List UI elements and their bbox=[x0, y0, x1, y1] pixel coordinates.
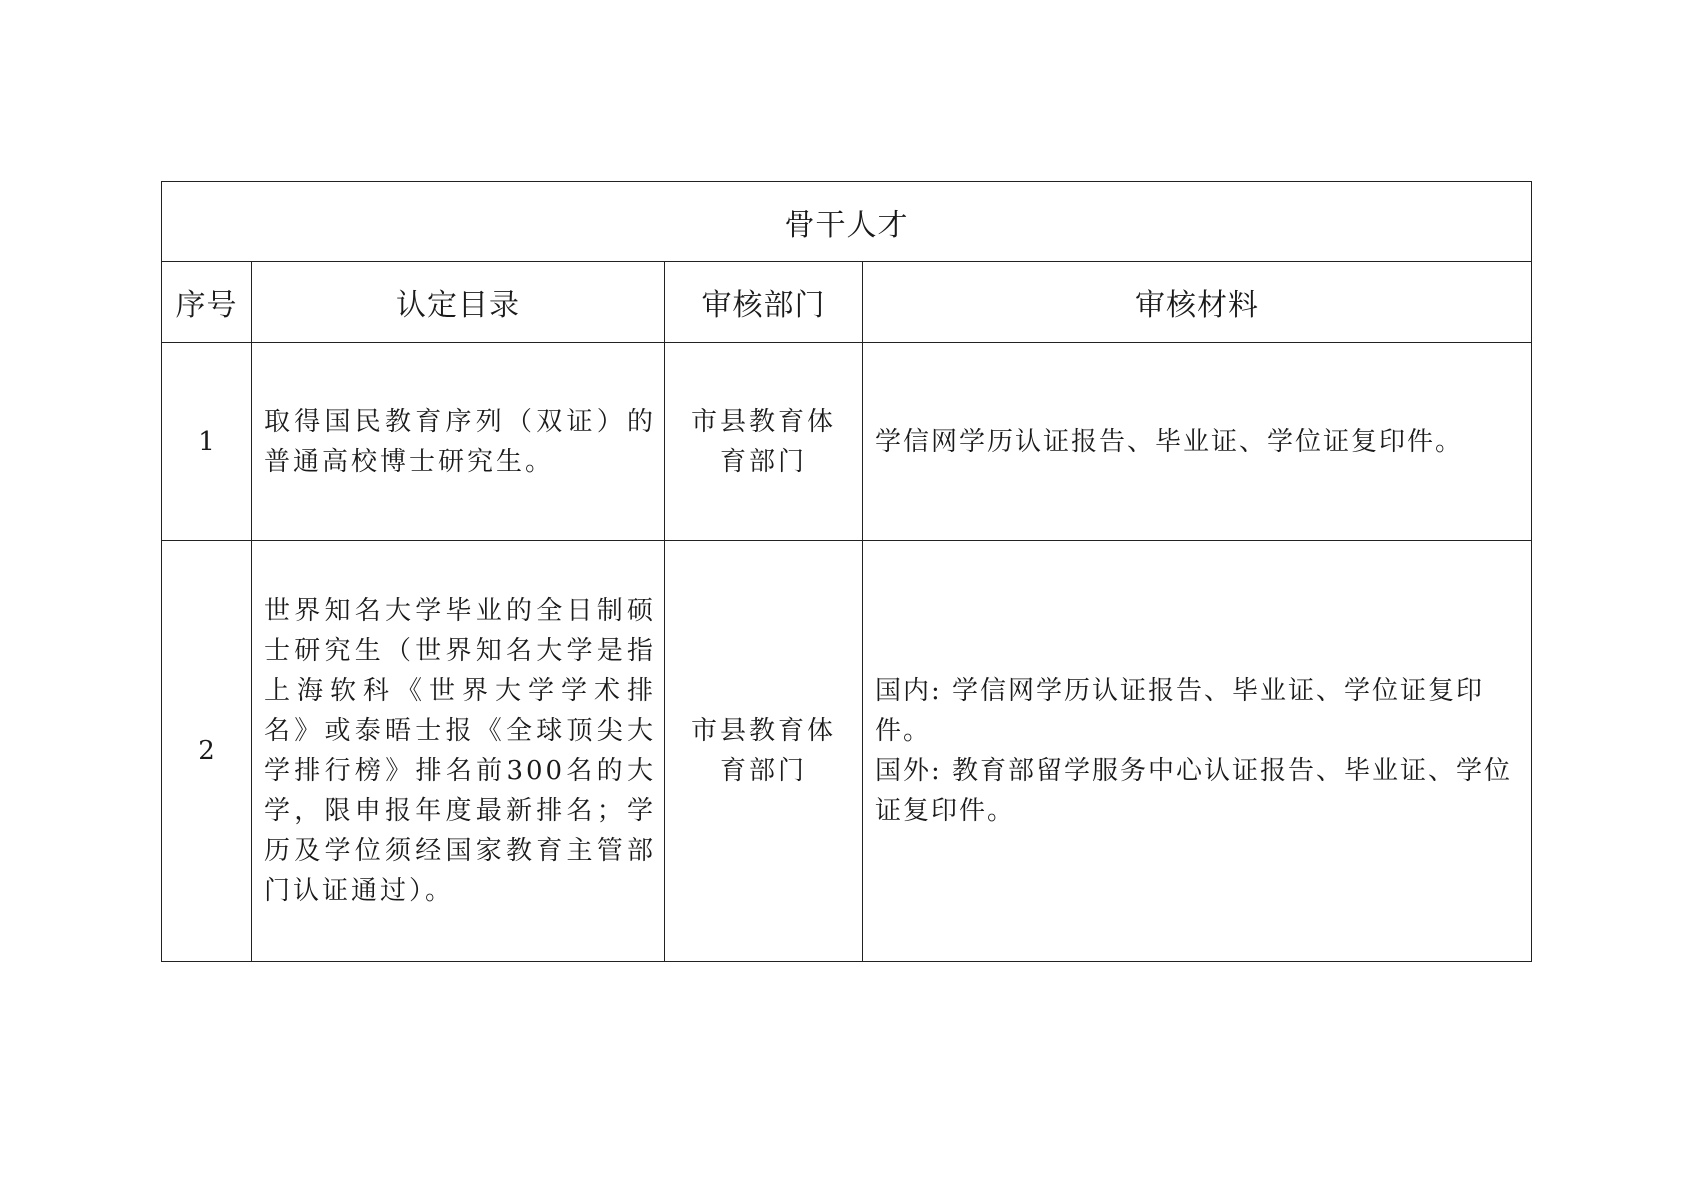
talent-table bbox=[161, 181, 1532, 962]
row-materials bbox=[863, 343, 1532, 541]
table-row bbox=[162, 541, 1532, 962]
row-catalog: 世界知名大学毕业的全日制硕士研究生（世界知名大学是指上海软科《世界大学学术排名》或泰晤士报《全球顶尖大学排行榜》排名前300名的大学，限申报年度最新排名；学历及学位须经国家教育主管部门认证通过）。 bbox=[252, 541, 665, 962]
table-title: 骨干人才 bbox=[162, 182, 1532, 262]
row-department: 市县教育体育部门 bbox=[665, 541, 863, 962]
header-index: 序号 bbox=[162, 262, 252, 343]
material-line: 学信网学历认证报告、毕业证、学位证复印件。 bbox=[875, 426, 1464, 457]
header-materials: 审核材料 bbox=[863, 262, 1532, 343]
table-row bbox=[162, 343, 1532, 541]
header-catalog: 认定目录 bbox=[252, 262, 665, 343]
material-line-domestic: 国内: 学信网学历认证报告、毕业证、学位证复印件。 bbox=[875, 676, 1485, 746]
header-department: 审核部门 bbox=[665, 262, 863, 343]
row-materials bbox=[863, 541, 1532, 962]
material-line-overseas: 国外: 教育部留学服务中心认证报告、毕业证、学位证复印件。 bbox=[875, 756, 1513, 826]
row-department: 市县教育体育部门 bbox=[665, 343, 863, 541]
row-catalog: 取得国民教育序列（双证）的普通高校博士研究生。 bbox=[252, 343, 665, 541]
row-index: 1 bbox=[162, 343, 252, 541]
row-index: 2 bbox=[162, 541, 252, 962]
